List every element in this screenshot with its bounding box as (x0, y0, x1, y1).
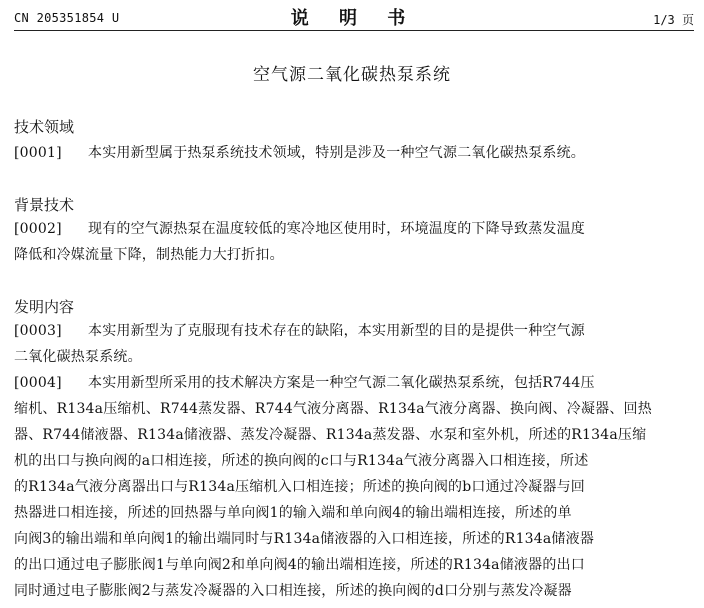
paragraph-line: [0002] 现有的空气源热泵在温度较低的寒冷地区使用时，环境温度的下降导致蒸发温度 (14, 216, 694, 242)
heading-summary: 发明内容 (14, 298, 75, 316)
paragraph-line: 二氧化碳热泵系统。 (14, 349, 142, 365)
paragraph-0003 (14, 318, 694, 370)
paragraph-line: [0004] 本实用新型所采用的技术解决方案是一种空气源二氧化碳热泵系统，包括R744压 (14, 370, 694, 396)
heading-background: 背景技术 (14, 196, 75, 214)
paragraph-number: [0004] (14, 375, 62, 391)
paragraph-line: 缩机、R134a压缩机、R744蒸发器、R744气液分离器、R134a气液分离器、换向阀、冷凝器、回热 (14, 401, 652, 417)
paragraph-line: 器、R744储液器、R134a储液器、蒸发冷凝器、R134a蒸发器、水泵和室外机，所述的R134a压缩 (14, 427, 647, 443)
page-info: 1/3 页 (653, 13, 694, 27)
paragraph-line: 热器进口相连接，所述的回热器与单向阀1的输入端和单向阀4的输出端相连接，所述的单 (14, 505, 572, 521)
paragraph-line: 向阀3的输出端和单向阀1的输出端同时与R134a储液器的入口相连接，所述的R134a储液器 (14, 531, 595, 547)
paragraph-line: [0003] 本实用新型为了克服现有技术存在的缺陷，本实用新型的目的是提供一种空气源 (14, 318, 694, 344)
document-title: 空气源二氧化碳热泵系统 (253, 65, 451, 85)
paragraph-line: 的R134a气液分离器出口与R134a压缩机入口相连接；所述的换向阀的b口通过冷凝器与回 (14, 479, 585, 495)
paragraph-number: [0001] (14, 145, 62, 161)
paragraph-line: 同时通过电子膨胀阀2与蒸发冷凝器的入口相连接，所述的换向阀的d口分别与蒸发冷凝器 (14, 583, 572, 599)
paragraph-0004 (14, 370, 694, 604)
page-header (14, 4, 694, 31)
document-type: 说 明 书 (290, 8, 418, 29)
paragraph-line: 的出口通过电子膨胀阀1与单向阀2和单向阀4的输出端相连接，所述的R134a储液器的出口 (14, 557, 585, 573)
paragraph-number: [0002] (14, 221, 62, 237)
paragraph-0002 (14, 216, 694, 268)
paragraph-line: 机的出口与换向阀的a口相连接，所述的换向阀的c口与R134a气液分离器入口相连接，所述 (14, 453, 589, 469)
paragraph-0001 (14, 140, 694, 166)
paragraph-line: [0001] 本实用新型属于热泵系统技术领域，特别是涉及一种空气源二氧化碳热泵系统。 (14, 140, 694, 166)
publication-number: CN 205351854 U (14, 11, 120, 25)
heading-tech-field: 技术领域 (14, 118, 75, 136)
paragraph-line: 降低和冷媒流量下降，制热能力大打折扣。 (14, 247, 284, 263)
paragraph-number: [0003] (14, 323, 62, 339)
